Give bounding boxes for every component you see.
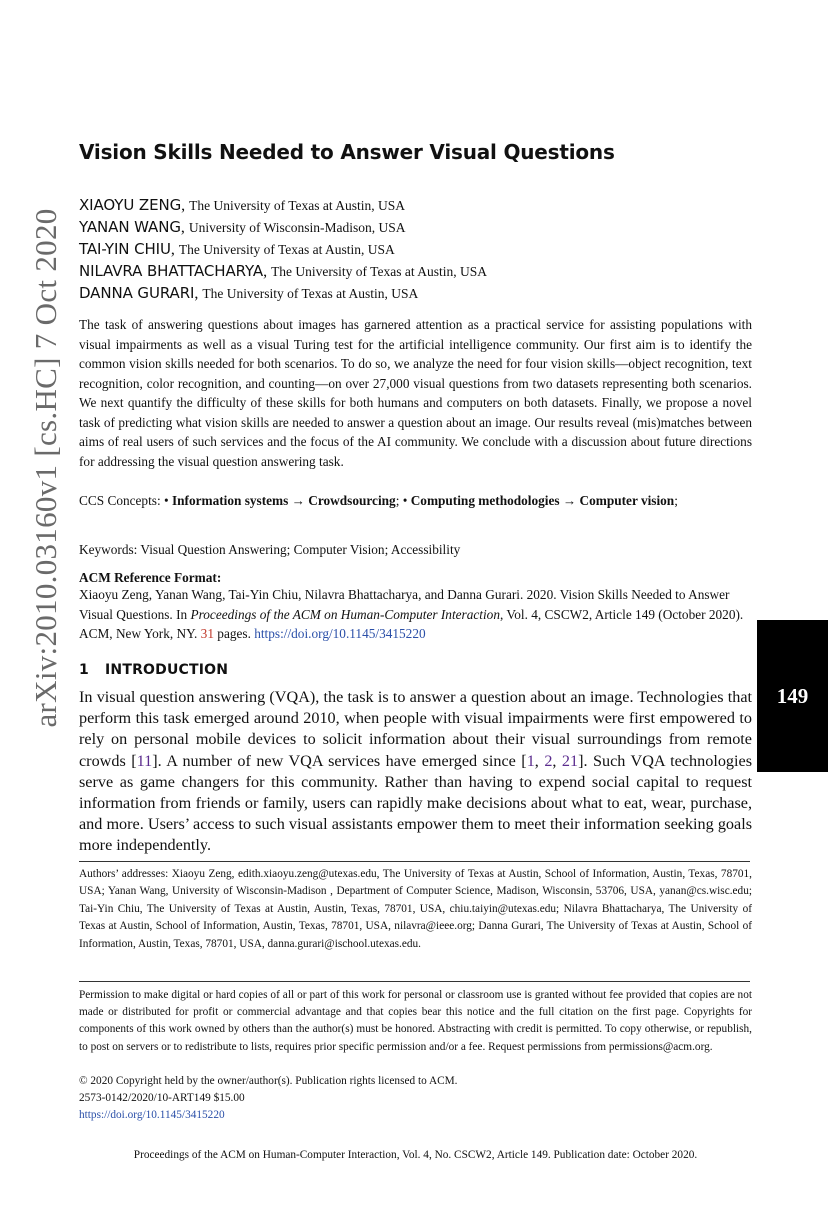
citation-link[interactable]: 11 [136, 751, 153, 770]
author-list [79, 194, 759, 304]
ccs-concept-2: Crowdsourcing [308, 493, 396, 508]
section-title: INTRODUCTION [105, 662, 229, 678]
acm-ref-text: , Vol. 4, CSCW2, Article 149 (October 2020). ACM, New York, NY. [79, 606, 744, 641]
article-number: 149 [776, 683, 809, 708]
publication-meta [79, 1073, 752, 1123]
ccs-concept-1: Information systems [171, 493, 289, 508]
author-affiliation: The University of Texas at Austin, USA [202, 286, 419, 301]
author-entry: DANNA GURARI, The University of Texas at Austin, USA [79, 284, 419, 302]
ccs-arrow: → [559, 493, 580, 508]
author-addresses: Authors’ addresses: Xiaoyu Zeng, edith.xiaoyu.zeng@utexas.edu, The University of Texas at Austin, School of Information, Austin, Texas, 78701, USA; Yanan Wang, University of Wisconsin-Madison , Department of Computer Science, Madison, Wisconsin, 53706, USA, yanan@cs.wisc.edu; Tai-Yin Chiu, The University of Texas at Austin, Austin, Texas, 78701, USA, chiu.taiyin@utexas.edu; Nilavra Bhattacharya, The University of Texas at Austin, School of Information, Austin, Texas, 78701, USA, nilavra@ieee.org; Danna Gurari, The University of Texas at Austin, School of Information, Austin, Texas, 78701, USA, danna.gurari@ischool.utexas.edu. [79, 868, 752, 950]
author-name: YANAN WANG [79, 218, 181, 236]
ccs-concepts [79, 491, 752, 511]
doi-link[interactable]: https://doi.org/10.1145/3415220 [79, 1108, 225, 1121]
section-number: 1 [79, 662, 89, 678]
ccs-arrow: → [288, 493, 309, 508]
author-entry: TAI-YIN CHIU, The University of Texas at Austin, USA [79, 240, 395, 258]
footnote-divider [79, 861, 750, 862]
author-name: NILAVRA BHATTACHARYA [79, 262, 264, 280]
copyright-line: © 2020 Copyright held by the owner/author(s). Publication rights licensed to ACM. [79, 1075, 458, 1087]
abstract: The task of answering questions about images has garnered attention as a practical service for assisting populations with visual impairments as well as a visual Turing test for the artificial intelligence community. Our first aim is to identify the common vision skills needed for both scenarios. To do so, we analyze the need for four vision skills—object recognition, text recognition, color recognition, and counting—on over 27,000 visual questions from two datasets representing both scenarios. We next quantify the difficulty of these skills for both humans and computers on both datasets. Finally, we propose a novel task of predicting what vision skills are needed to answer a question about an image. Our results reveal (mis)matches between aims of real users of such services and the focus of the AI community. We conclude with a discussion about future directions for addressing the visual question answering task. [79, 317, 752, 469]
ccs-concept-3: Computing methodologies [410, 493, 560, 508]
acm-ref-venue: Proceedings of the ACM on Human-Computer Interaction [190, 606, 500, 622]
issn-line: 2573-0142/2020/10-ART149 $15.00 [79, 1091, 245, 1104]
arxiv-stamp-text: arXiv:2010.03160v1 [cs.HC] 7 Oct 2020 [28, 208, 63, 728]
doi-link[interactable]: https://doi.org/10.1145/3415220 [254, 626, 426, 641]
page-count-link[interactable]: 31 [200, 626, 214, 641]
acm-reference [79, 585, 752, 644]
author-entry: XIAOYU ZENG, The University of Texas at Austin, USA [79, 196, 406, 214]
intro-text: In visual question answering (VQA), the task is to answer a question about an image. Technologies that perform this task emerged around 2010, when people with visual impairments were first empowered to rely on personal mobile devices to solicit information about their visual surroundings from remote crowds [ [79, 688, 752, 770]
author-affiliation: The University of Texas at Austin, USA [178, 242, 395, 257]
author-entry: YANAN WANG, University of Wisconsin-Madison, USA [79, 218, 406, 236]
paper-title: Vision Skills Needed to Answer Visual Questions [79, 140, 615, 164]
footnote-divider [79, 981, 750, 982]
author-affiliation: The University of Texas at Austin, USA [271, 264, 487, 279]
keywords: Keywords: Visual Question Answering; Computer Vision; Accessibility [79, 542, 461, 557]
author-affiliation: University of Wisconsin-Madison, USA [188, 220, 406, 235]
author-affiliation: The University of Texas at Austin, USA [189, 198, 406, 213]
intro-text: ]. Such VQA technologies serve as game changers for this community. Rather than having to expend social capital to request information from friends or family, users can rapidly make decisions about what to eat, wear, purchase, and more. Users’ access to such visual assistants empower them to meet their information seeking goals more independently. [79, 751, 753, 855]
citation-separator: , [552, 751, 562, 770]
arxiv-stamp [22, 208, 70, 728]
section-heading [79, 662, 752, 678]
article-number-tab [757, 620, 828, 772]
acm-ref-text: Xiaoyu Zeng, Yanan Wang, Tai-Yin Chiu, Nilavra Bhattacharya, and Danna Gurari. 2020. Vision Skills Needed to Answer Visual Questions. In [79, 587, 730, 622]
permission-notice: Permission to make digital or hard copies of all or part of this work for personal or classroom use is granted without fee provided that copies are not made or distributed for profit or commercial advantage and that copies bear this notice and the full citation on the first page. Copyrights for components of this work owned by others than the author(s) must be honored. Abstracting with credit is permitted. To copy otherwise, or republish, to post on servers or to redistribute to lists, requires prior specific permission and/or a fee. Request permissions from permissions@acm.org. [79, 989, 752, 1053]
citation-link[interactable]: 21 [561, 751, 579, 770]
ccs-concept-4: Computer vision [579, 493, 675, 508]
author-name: TAI-YIN CHIU [79, 240, 171, 258]
author-name: DANNA GURARI [79, 284, 195, 302]
citation-link[interactable]: 2 [544, 751, 553, 770]
ccs-separator: ; • [395, 493, 411, 508]
acm-ref-text: pages. [213, 626, 255, 641]
citation-separator: , [534, 751, 545, 770]
ccs-prefix: CCS Concepts: • [79, 493, 172, 508]
author-entry: NILAVRA BHATTACHARYA, The University of Texas at Austin, USA [79, 262, 487, 280]
ccs-end: ; [674, 493, 678, 508]
citation-link[interactable]: 1 [526, 751, 535, 770]
acm-reference-heading: ACM Reference Format: [79, 570, 222, 585]
intro-text: ]. A number of new VQA services have emerged since [ [152, 751, 527, 770]
intro-paragraph [79, 687, 752, 857]
author-name: XIAOYU ZENG [79, 196, 182, 214]
page-footer: Proceedings of the ACM on Human-Computer Interaction, Vol. 4, No. CSCW2, Article 149. Publication date: October 2020. [133, 1149, 698, 1161]
